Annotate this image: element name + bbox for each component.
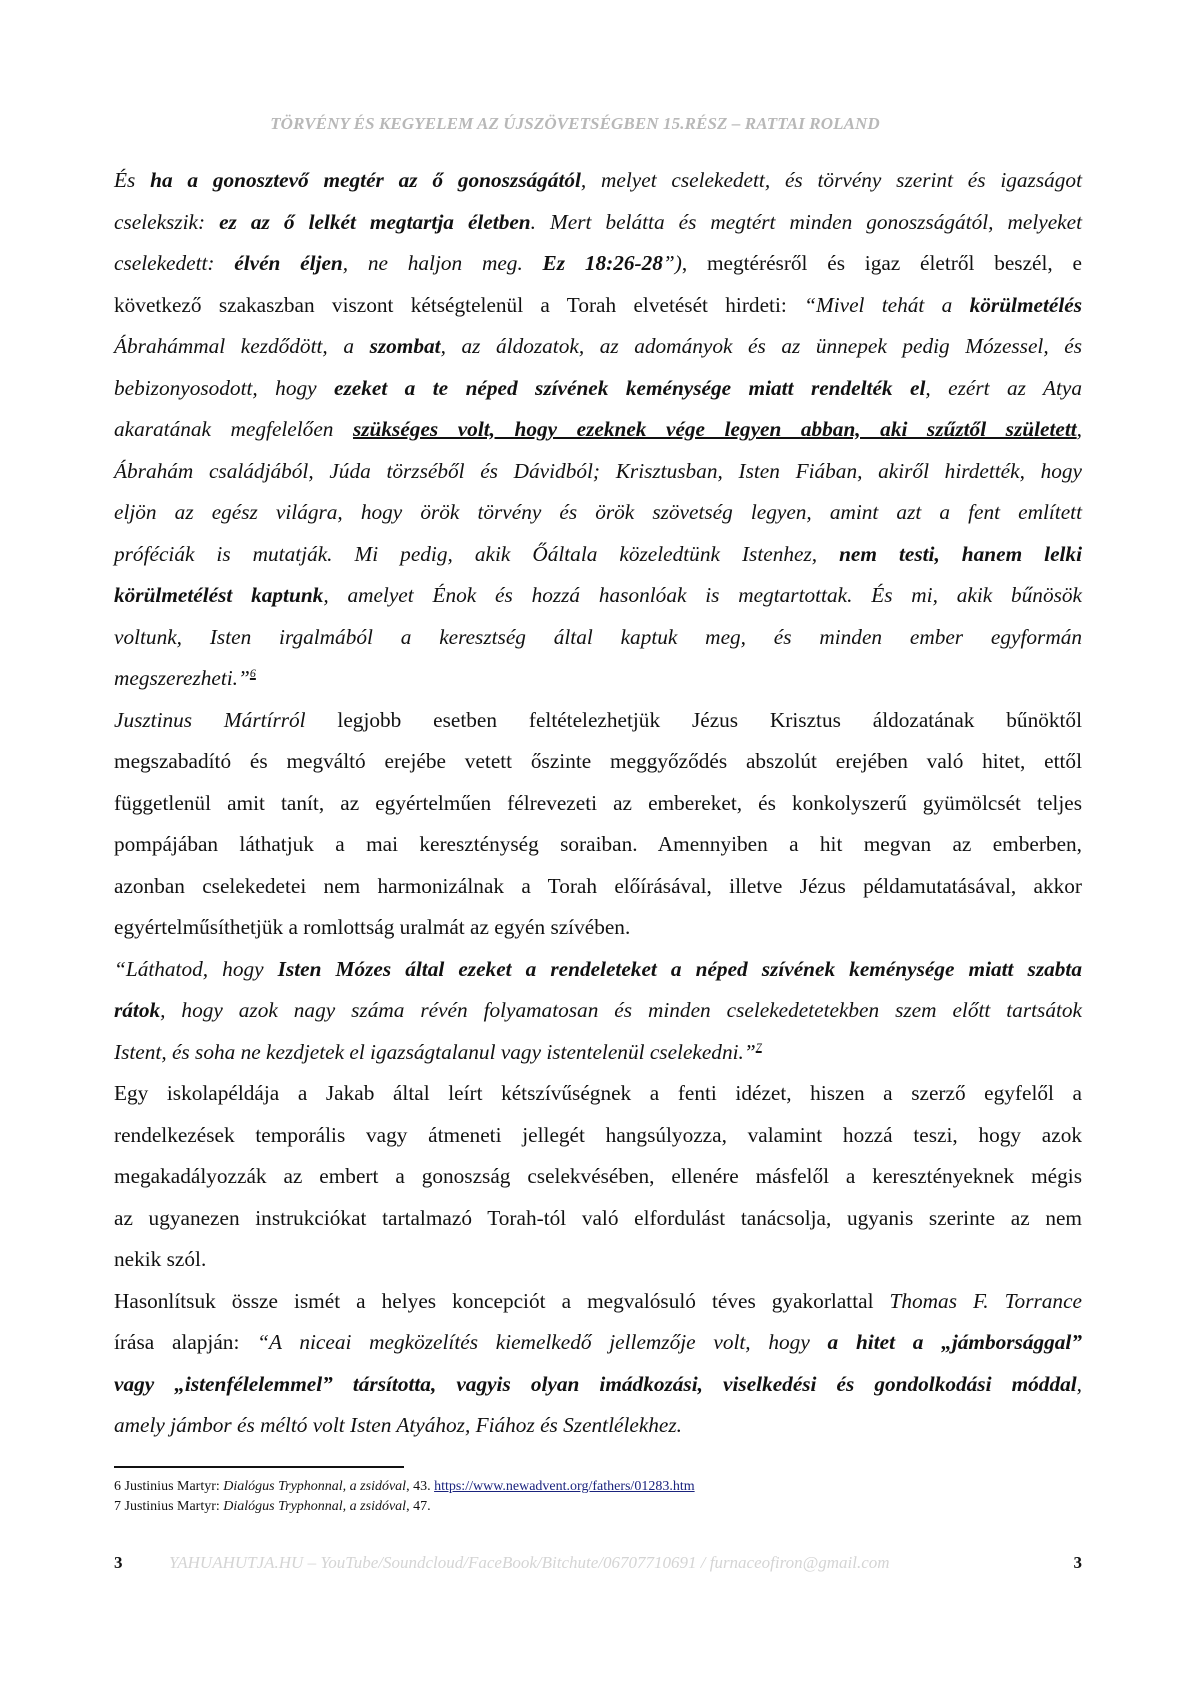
text-line — [114, 1281, 1082, 1323]
text-run: voltunk, Isten irgalmából a keresztség által kaptuk meg, és minden ember egyformán — [114, 624, 1082, 649]
footnote-7 — [114, 1497, 695, 1517]
text-line — [114, 368, 1082, 410]
text-line — [114, 741, 1082, 783]
text-run: eljön az egész világra, hogy örök törvény és örök szövetség legyen, amint azt a fent említett — [114, 500, 1082, 524]
text-run: cselekedett: — [114, 251, 235, 275]
text-run: élvén éljen — [234, 251, 343, 275]
text-line — [114, 243, 1082, 285]
text-run: Istent, és soha ne kezdjetek el igazságtalanul vagy istentelenül cselekedni.” — [114, 1039, 756, 1064]
text-run: szombat — [369, 334, 441, 358]
text-run: , melyet cselekedett, és törvény szerint és igazságot — [580, 168, 1082, 192]
text-run: Thomas F. Torrance — [889, 1288, 1082, 1313]
text-line — [114, 907, 1082, 949]
text-line — [114, 1156, 1082, 1198]
footnote-page: , 43. — [406, 1479, 435, 1494]
running-header: TÖRVÉNY ÉS KEGYELEM AZ ÚJSZÖVETSÉGBEN 15.RÉSZ – RATTAI ROLAND — [270, 114, 880, 133]
text-line — [114, 451, 1082, 493]
text-run: következő szakaszban viszont kétségtelenül a Torah elvetését hirdeti: — [114, 292, 805, 317]
text-run: Ez 18:26-28 — [542, 251, 663, 275]
text-run: “Mivel tehát a — [804, 292, 970, 317]
text-run: rátok — [114, 998, 161, 1022]
text-line — [114, 617, 1082, 659]
text-run: pompájában láthatjuk a mai kereszténység soraiban. Amennyiben a hit megvan az emberben, — [114, 832, 1082, 856]
text-line — [114, 492, 1082, 534]
text-line — [114, 1115, 1082, 1157]
text-run: Ábrahám családjából, Júda törzséből és Dávidból; Krisztusban, Isten Fiában, akiről hirdették, hogy — [114, 458, 1082, 483]
text-run: ezeket a te néped szívének keménysége miatt rendelték el — [334, 375, 926, 400]
text-run: szükséges volt, hogy ezeknek vége legyen abban, aki szűztől született — [352, 417, 1077, 441]
text-line — [114, 1239, 1082, 1281]
footnote-number: 7 — [114, 1499, 121, 1514]
text-run: megszerezheti.” — [114, 666, 250, 690]
text-line — [114, 866, 1082, 908]
text-run: próféciák is mutatják. Mi pedig, akik Őáltala közeledtünk Istenhez, — [114, 541, 840, 566]
text-line — [114, 824, 1082, 866]
text-run: ez az ő lelkét megtartja életben — [219, 209, 531, 234]
text-line — [114, 1198, 1082, 1240]
text-run: “A niceai megközelítés kiemelkedő jellemzője volt, hogy — [257, 1330, 828, 1354]
text-run: Egy iskolapéldája a Jakab által leírt kétszívűségnek a fenti idézet, hiszen a szerző egyfelől a — [114, 1081, 1082, 1105]
footer-contact-line: YAHUAHUTJA.HU – YouTube/Soundcloud/FaceBook/Bitchute/06707710691 / furnaceofiron@gmail.com — [169, 1553, 890, 1572]
text-line — [114, 1322, 1082, 1364]
text-run: ”) — [662, 251, 682, 275]
footnote-author: Justinius Martyr: — [124, 1499, 224, 1514]
text-run: körülmetélést kaptunk — [114, 583, 324, 607]
text-run: , ne haljon meg. — [342, 251, 543, 275]
text-run: azonban cselekedetei nem harmonizálnak a Torah előírásával, illetve Jézus példamutatásával, akkor — [114, 873, 1082, 898]
text-run: . Mert belátta és megtért minden gonoszságától, melyeket — [530, 209, 1082, 234]
text-run: , hogy azok nagy száma révén folyamatosan és minden cselekedetetekben szem előtt tartsátok — [160, 998, 1082, 1022]
text-run: Hasonlítsuk össze ismét a helyes koncepciót a megvalósuló téves gyakorlattal — [114, 1288, 890, 1313]
text-run: megakadályozzák az embert a gonoszság cselekvésében, ellenére másfelől a keresztényeknek mégis — [114, 1164, 1082, 1188]
text-line — [114, 949, 1082, 991]
text-run: nekik szól. — [114, 1247, 207, 1271]
text-run: Ábrahámmal kezdődött, a — [114, 334, 370, 358]
footnotes — [114, 1477, 695, 1517]
footnote-page: , 47. — [406, 1499, 431, 1514]
text-run: egyértelműsíthetjük a romlottság uralmát az egyén szívében. — [114, 915, 631, 939]
text-line — [114, 700, 1082, 742]
footnote-separator — [114, 1466, 404, 1468]
text-line — [114, 575, 1082, 617]
text-run: rendelkezések temporális vagy átmeneti jellegét hangsúlyozza, valamint hozzá teszi, hogy azok — [114, 1122, 1082, 1147]
text-line — [114, 202, 1082, 244]
footnote-reference: 7 — [755, 1039, 762, 1054]
page-number-right: 3 — [1073, 1553, 1082, 1572]
text-line — [114, 990, 1082, 1032]
text-run: nem testi, hanem lelki — [839, 541, 1082, 566]
text-run: körülmetélés — [969, 292, 1083, 317]
footnote-title: Dialógus Tryphonnal, a zsidóval — [223, 1479, 407, 1494]
text-run: vagy „istenfélelemmel” társította, vagyis olyan imádkozási, viselkedési és gondolkodási móddal — [114, 1371, 1077, 1396]
text-run: Isten Mózes által ezeket a rendeleteket a néped szívének keménysége miatt szabta — [277, 956, 1082, 981]
text-run: a hitet a „jámborsággal” — [827, 1330, 1082, 1354]
page-footer — [114, 1553, 1082, 1577]
footnote-6 — [114, 1477, 695, 1497]
text-line — [114, 1032, 1082, 1074]
page-number-left: 3 — [114, 1553, 123, 1572]
text-run: akaratának megfelelően — [114, 417, 353, 441]
text-line — [114, 783, 1082, 825]
document-body — [114, 160, 1082, 1447]
text-run: az ugyanezen instrukciókat tartalmazó Torah-tól való elfordulást tanácsolja, ugyanis szerinte az nem — [114, 1205, 1082, 1230]
text-line — [114, 1073, 1082, 1115]
text-run: legjobb esetben feltételezhetjük Jézus Krisztus áldozatának bűnöktől — [305, 707, 1082, 732]
text-run: cselekszik: — [114, 209, 220, 234]
footnote-reference: 6 — [249, 665, 256, 680]
text-run: Jusztinus Mártírról — [114, 707, 306, 732]
text-run: , — [1076, 417, 1082, 441]
footnote-author: Justinius Martyr: — [124, 1479, 224, 1494]
text-run: , ezért az Atya — [925, 375, 1082, 400]
text-line — [114, 1364, 1082, 1406]
text-run: ha a gonosztevő megtér az ő gonoszságától — [150, 168, 581, 192]
text-run: “Láthatod, hogy — [114, 956, 278, 981]
text-line — [114, 534, 1082, 576]
footnote-number: 6 — [114, 1479, 121, 1494]
text-run: megszabadító és megváltó erejébe vetett őszinte meggyőződés abszolút erejében való hitet, ettől — [114, 749, 1082, 773]
text-run: , amelyet Énok és hozzá hasonlóak is megtartottak. És mi, akik bűnösök — [323, 583, 1082, 607]
text-line — [114, 1405, 1082, 1447]
text-run: függetlenül amit tanít, az egyértelműen félrevezeti az embereket, és konkolyszerű gyümölcsét teljes — [114, 790, 1082, 815]
footnote-title: Dialógus Tryphonnal, a zsidóval — [223, 1499, 407, 1514]
text-run: , — [1076, 1371, 1082, 1396]
text-line — [114, 285, 1082, 327]
text-line — [114, 160, 1082, 202]
text-line — [114, 658, 1082, 700]
text-run: , megtérésről és igaz életről beszél, e — [681, 251, 1082, 275]
text-run: írása alapján: — [114, 1330, 258, 1354]
text-line — [114, 326, 1082, 368]
text-run: amely jámbor és méltó volt Isten Atyához, Fiához és Szentlélekhez. — [114, 1413, 682, 1437]
text-run: , az áldozatok, az adományok és az ünnepek pedig Mózessel, és — [440, 334, 1082, 358]
footnote-link[interactable]: https://www.newadvent.org/fathers/01283.htm — [434, 1479, 695, 1494]
text-run: bebizonyosodott, hogy — [114, 375, 335, 400]
text-line — [114, 409, 1082, 451]
text-run: És — [114, 168, 151, 192]
